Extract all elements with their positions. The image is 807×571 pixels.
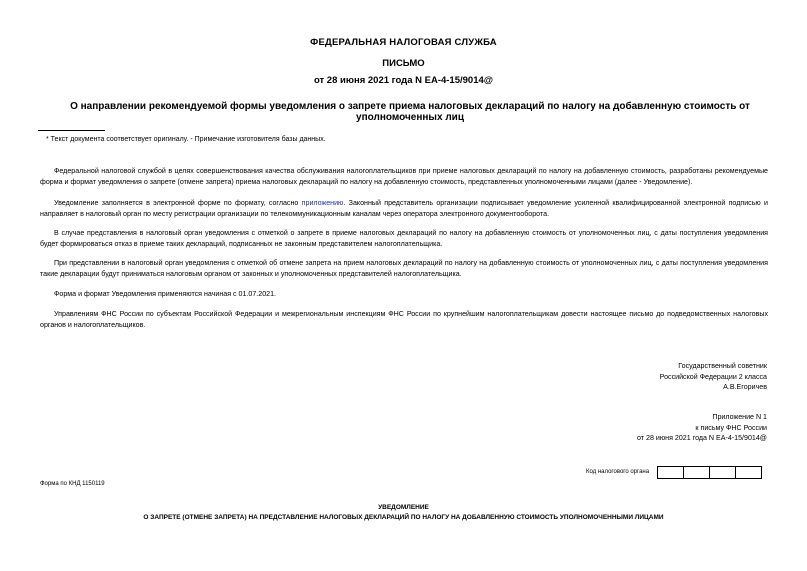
code-cell: [658, 467, 684, 478]
form-subtitle: О ЗАПРЕТЕ (ОТМЕНЕ ЗАПРЕТА) НА ПРЕДСТАВЛЕНИЕ НАЛОГОВЫХ ДЕКЛАРАЦИЙ ПО НАЛОГУ НА ДОБАВЛЕННУЮ СТОИМОСТЬ УПОЛНОМОЧЕННЫМИ ЛИЦАМИ: [143, 514, 664, 521]
document-type: ПИСЬМО: [382, 58, 425, 69]
footnote: * Текст документа соответствует оригиналу. - Примечание изготовителя базы данных.: [46, 136, 326, 143]
tax-authority-code-field: [586, 466, 762, 478]
paragraph-2-text-start: Уведомление заполняется в электронной форме по формату, согласно: [54, 199, 302, 207]
appendix-reference: к письму ФНС России: [695, 423, 767, 432]
issuer-heading: ФЕДЕРАЛЬНАЯ НАЛОГОВАЯ СЛУЖБА: [310, 37, 497, 48]
code-cell: [710, 467, 736, 478]
tax-authority-code-label: Код налогового органа: [586, 469, 650, 475]
code-cell: [736, 467, 761, 478]
code-cell: [684, 467, 710, 478]
tax-authority-code-cells: [657, 466, 762, 479]
paragraph-4: При представлении в налоговый орган уведомления с отметкой об отмене запрета на прием налоговых деклараций по налогу на добавленную стоимость от уполномоченных лиц, с даты поступления уведомления такие декларации будут приниматься налоговым органом от законных и уполномоченных представителей налогоплательщика.: [40, 259, 768, 278]
form-title: УВЕДОМЛЕНИЕ: [378, 504, 429, 511]
document-date-number: от 28 июня 2021 года N ЕА-4-15/9014@: [313, 75, 494, 86]
appendix-link[interactable]: приложению: [301, 199, 344, 207]
signature-name: А.В.Егоричев: [723, 383, 767, 391]
paragraph-3: В случае представления в налоговый орган уведомления с отметкой о запрете в приеме налоговых деклараций по налогу на добавленную стоимость от уполномоченных лиц, с даты поступления уведомления будет формироваться отказ в приеме таких деклараций, подписанных не законным представителем налогоплательщика.: [40, 229, 768, 248]
paragraph-2-text-end: . Законный представитель организации подписывает уведомление усиленной квалифицированной электронной подписью и направляет в налоговый орган по месту регистрации организации по телекоммуникационным каналам через оператора электронного документооборота.: [40, 199, 768, 218]
appendix-number: Приложение N 1: [712, 413, 767, 421]
signature-rank: Российской Федерации 2 класса: [659, 372, 767, 381]
paragraph-2: [40, 198, 768, 220]
footnote-divider: [38, 130, 105, 131]
appendix-date-number: от 28 июня 2021 года N ЕА-4-15/9014@: [637, 434, 767, 442]
paragraph-6: Управлениям ФНС России по субъектам Российской Федерации и межрегиональным инспекциям ФНС России по крупнейшим налогоплательщикам довести настоящее письмо до подведомственных налоговых органов и налогоплательщиков.: [40, 310, 768, 329]
appendix-heading: [637, 412, 767, 444]
signature-block: [660, 361, 767, 393]
paragraph-1: Федеральной налоговой службой в целях совершенствования качества обслуживания налогоплательщиков при приеме налоговых деклараций по налогу на добавленную стоимость, разработаны рекомендуемые форма и формат уведомления о запрете (отмене запрета) приема налоговых деклараций по налогу на добавленную стоимость, представленных уполномоченными лицами (далее - Уведомление).: [40, 167, 768, 186]
paragraph-5: Форма и формат Уведомления применяются начиная с 01.07.2021.: [54, 290, 277, 298]
form-knd-code: Форма по КНД 1150119: [40, 481, 105, 487]
signature-title: Государственный советник: [678, 362, 767, 370]
document-title: О направлении рекомендуемой формы уведомления о запрете приема налоговых деклараций по налогу на добавленную стоимость от уполномоченных лиц: [70, 101, 750, 123]
